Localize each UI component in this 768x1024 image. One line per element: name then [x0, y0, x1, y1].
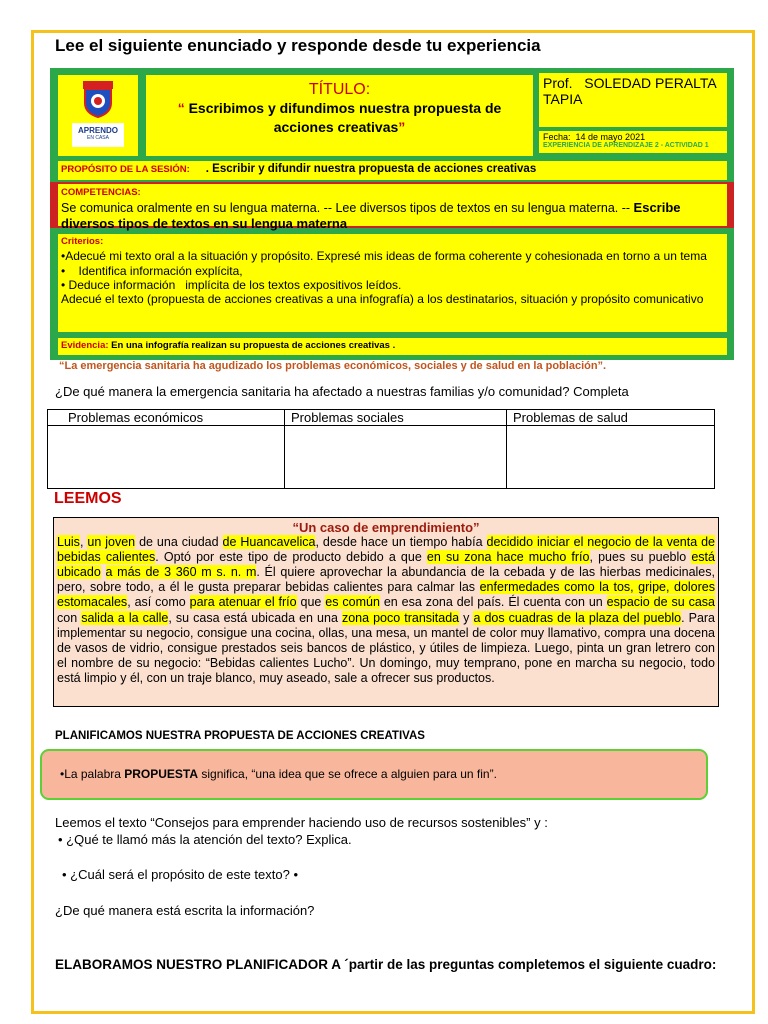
- table-cell-social[interactable]: [285, 426, 507, 489]
- story-text: , así como: [127, 595, 190, 610]
- table-cell-economic[interactable]: [48, 426, 285, 489]
- question-impact: ¿De qué manera la emergencia sanitaria ha afectado a nuestras familias y/o comunidad? Completa: [55, 384, 629, 399]
- story-highlight: para atenuar el frío: [189, 595, 297, 610]
- date-value: 14 de mayo 2021: [575, 132, 646, 142]
- story-highlight: enfermedades como la tos, gripe, dolores estomacales: [57, 580, 715, 610]
- criteria-item: • Identifica información explícita,: [61, 263, 243, 278]
- story-text: y: [459, 610, 474, 625]
- logo-box: [58, 75, 138, 156]
- table-header: Problemas sociales: [285, 410, 507, 426]
- story-highlight: de Huancavelica: [222, 535, 316, 550]
- story-highlight: en su zona hace mucho frío: [426, 550, 590, 565]
- table-header: Problemas de salud: [507, 410, 715, 426]
- criteria-item: •Adecué mi texto oral a la situación y propósito. Expresé mis ideas de forma coherente y cohesionada en torno a un tema: [61, 249, 707, 264]
- title-box: [146, 75, 533, 156]
- story-text: . Optó por este tipo de producto debido a que: [155, 550, 427, 565]
- story-highlight: está ubicado: [57, 550, 715, 580]
- story-text: de una ciudad: [135, 535, 223, 550]
- reading-intro: Leemos el texto “Consejos para emprender haciendo uso de recursos sostenibles” y :: [55, 815, 548, 830]
- criteria-box: Criterios: •Adecué mi texto oral a la situación y propósito. Expresé mis ideas de forma coherente y cohesionada en torno a un tema • Identifica información explícita, • Deduce información implícita de los textos expositivos leídos. Adecué el texto (propuesta de acciones creativas a una infografía) a los destinatarios, situación y propósito comunicativo: [58, 234, 727, 332]
- plan-heading: PLANIFICAMOS NUESTRA PROPUESTA DE ACCIONES CREATIVAS: [55, 730, 425, 742]
- criteria-item: • Deduce información implícita de los textos expositivos leídos.: [61, 277, 402, 292]
- purpose-box: PROPÓSITO DE LA SESIÓN: . Escribir y difundir nuestra propuesta de acciones creativas: [58, 161, 727, 180]
- story-text: [101, 565, 106, 579]
- story-text: en esa zona del país. Él cuenta con un: [379, 595, 607, 610]
- story-text: . Él quiere aprovechar la abundancia de la cebada y de las hierbas medicinales, pero, sobre todo, a él le gusta preparar bebidas calientes para calmar las: [57, 565, 715, 595]
- experience-label: EXPERIENCIA DE APRENDIZAJE 2 - ACTIVIDAD 1: [543, 142, 709, 149]
- story-highlight: a dos cuadras de la plaza del pueblo: [473, 610, 682, 625]
- competencies-box: COMPETENCIAS: Se comunica oralmente en su lengua materna. -- Lee diversos tipos de textos en su lengua materna. -- Escribe diversos tipos de textos en su lengua materna: [58, 184, 727, 226]
- quote-text: “La emergencia sanitaria ha agudizado los problemas económicos, sociales y de salud en la población”.: [59, 360, 607, 372]
- story-text: con: [57, 610, 82, 625]
- question-attention: • ¿Qué te llamó más la atención del texto? Explica.: [58, 832, 352, 847]
- criteria-item: Adecué el texto (propuesta de acciones creativas a una infografía) a los destinatarios, situación y propósito comunicativo: [61, 292, 704, 307]
- table-header: Problemas económicos: [48, 410, 285, 426]
- section-leemos: LEEMOS: [54, 490, 122, 507]
- competencies-band: [50, 182, 734, 231]
- table-cell-health[interactable]: [507, 426, 715, 489]
- aprendo-logo: APRENDO EN CASA: [72, 123, 124, 147]
- story-body: [57, 535, 715, 686]
- story-title: “Un caso de emprendimiento”: [292, 520, 480, 535]
- story-highlight: un joven: [87, 535, 136, 550]
- story-highlight: Luis: [57, 535, 80, 550]
- story-text: , desde hace un tiempo había: [315, 535, 487, 550]
- story-box: [53, 517, 719, 707]
- story-text: , su casa está ubicada en una: [168, 610, 342, 625]
- story-text: ,: [79, 535, 88, 550]
- page-heading: Lee el siguiente enunciado y responde desde tu experiencia: [55, 36, 541, 55]
- story-text: . Para implementar su negocio, consigue una cocina, ollas, una mesa, un mantel de color muy llamativo, compra una docena de vasos de vidrio, consigue prestados seis bancos de plástico, y útiles de limpieza. Luego, pinta un gran letrero con el nombre de su negocio: “Bebidas calientes Lucho”. Un domingo, muy temprano, pone en marcha su negocio, todo está limpio y él, con un traje blanco, muy aseado, sale a ofrecer sus productos.: [57, 610, 716, 685]
- title-label: TÍTULO:: [308, 81, 371, 98]
- story-highlight: zona poco transitada: [341, 610, 460, 625]
- story-highlight: a más de 3 360 m s. n. m: [105, 565, 257, 580]
- question-format: ¿De qué manera está escrita la información?: [55, 903, 315, 918]
- definition-box: •La palabra PROPUESTA significa, “una idea que se ofrece a alguien para un fin”.: [40, 749, 708, 800]
- story-text: que: [296, 595, 326, 610]
- teacher-box: Prof. SOLEDAD PERALTA TAPIA: [539, 73, 727, 127]
- final-heading: ELABORAMOS NUESTRO PLANIFICADOR A ´partir de las preguntas completemos el siguiente cuadro:: [55, 957, 717, 972]
- teacher-name: SOLEDAD PERALTA TAPIA: [543, 75, 716, 107]
- session-header: [50, 68, 734, 360]
- story-highlight: es común: [325, 595, 380, 610]
- story-text: , pues su pueblo: [589, 550, 692, 565]
- story-highlight: salida a la calle: [81, 610, 169, 625]
- date-box: Fecha: 14 de mayo 2021 EXPERIENCIA DE APRENDIZAJE 2 - ACTIVIDAD 1: [539, 131, 727, 153]
- school-shield-icon: [81, 79, 115, 119]
- title-text: “ Escribimos y difundimos nuestra propuesta de acciones creativas”: [177, 100, 502, 135]
- story-highlight: espacio de su casa: [606, 595, 715, 610]
- question-purpose: • ¿Cuál será el propósito de este texto? •: [62, 867, 299, 882]
- problems-table: [47, 409, 715, 489]
- story-highlight: decidido iniciar el negocio de la venta de bebidas calientes: [57, 535, 716, 565]
- evidence-box: Evidencia: En una infografía realizan su propuesta de acciones creativas .: [58, 338, 727, 355]
